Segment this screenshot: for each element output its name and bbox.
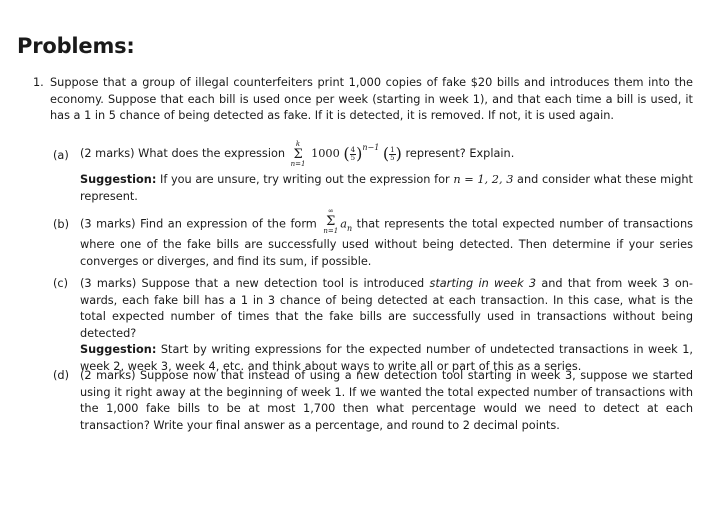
part-a-summation [291,141,306,168]
sum-upper-limit: k [295,139,301,148]
part-a-label: (a) [53,149,69,162]
suggestion-label: Suggestion: [80,173,157,186]
page-title: Problems: [17,34,135,58]
sum-lower-limit: n=1 [323,227,339,235]
left-paren: ( [343,143,350,163]
problem-number: 1. [33,76,44,89]
part-c-question: (3 marks) Suppose that a new detection tool is introduced starting in week 3 and that from week 3 on-wards, each fake bill has a 1 in 3 chance of being detected at each transaction. In this case, what is the total expected number of times that the fake bills are successfully used in transactions without being detected? [80,277,693,340]
part-a-text-before: (2 marks) What does the expression [80,147,286,160]
n-values: n = 1, 2, 3 [453,173,514,186]
part-d [53,368,693,434]
part-a [53,140,693,205]
left-paren: ( [382,143,390,163]
problem-1 [33,75,693,125]
part-b-question: (3 marks) Find an expression of the form ∞ Σ n=1 $a_n$ that represents the total expected number of transactions where one of the fake bills are successfully used without being detected. Then determine if your series converges or diverges, and find its sum, if possible. [80,207,694,268]
part-d-label: (d) [53,369,69,382]
exponent: n−1 [362,143,380,152]
sigma-symbol: Σ [326,214,336,229]
coefficient: 1000 [311,147,340,160]
fraction-four-fifths: $\frac{4}{5}$ [350,145,356,162]
right-paren: ) [356,143,363,163]
emphasis: starting in week 3 [429,277,537,290]
part-a-suggestion: Suggestion: If you are unsure, try writing out the expression for n = 1, 2, 3 and consider what these might represent. [80,173,693,203]
right-paren: ) [395,143,402,163]
part-a-text-after: represent? Explain. [405,147,515,160]
sum-lower-limit: n=1 [290,159,306,168]
series-term: a [340,217,347,231]
sum-upper-limit: ∞ [327,207,334,215]
term-subscript: n [346,223,353,233]
part-b [53,207,694,270]
part-c [53,276,693,375]
fraction-one-fifth: $\frac{1}{5}$ [390,145,395,162]
part-c-suggestion: Suggestion: Start by writing expressions for the expected number of undetected transactions in week 1, week 2, week 3, week 4, etc. and think about ways to write all or part of this as a series. [80,343,694,373]
part-d-question: (2 marks) Suppose now that instead of using a new detection tool starting in week 3, suppose we started using it right away at the beginning of week 1. If we wanted the total expected number of transactions with the 1,000 fake bills to be at most 1,700 then what percentage would we need to detect at each transaction? Write your final answer as a percentage, and round to 2 decimal points. [80,369,693,432]
sigma-symbol: Σ [293,146,303,162]
suggestion-label: Suggestion: [80,343,157,356]
part-b-label: (b) [53,218,69,231]
part-a-question [80,139,693,168]
part-c-label: (c) [53,277,69,290]
problem-statement: Suppose that a group of illegal counterfeiters print 1,000 copies of fake $20 bills and introduces them into the economy. Suppose that each bill is used once per week (starting in week 1), and that each time a bill is used, it has a 1 in 5 chance of being detected as fake. If it is detected, it is removed. If not, it is used again. [50,76,693,122]
part-b-summation [323,208,338,235]
